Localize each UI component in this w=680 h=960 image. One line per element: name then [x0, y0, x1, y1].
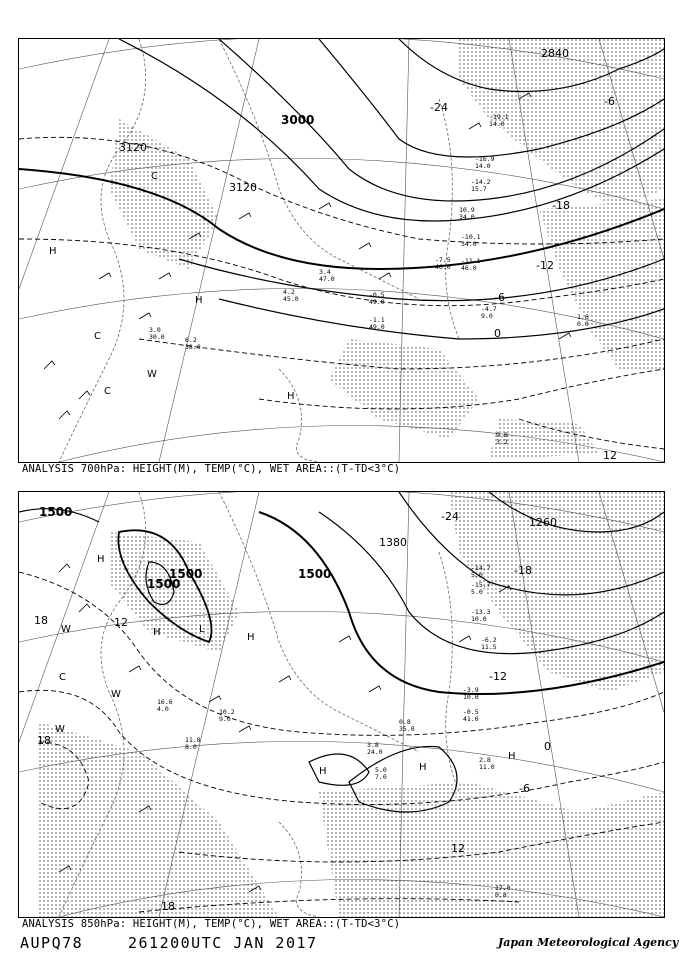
wet-area-shading [109, 39, 664, 459]
obs-dewpoint: 14.0 [475, 162, 491, 170]
obs-dewpoint: 49.0 [369, 323, 385, 331]
obs-temp: 3.0 [149, 326, 161, 334]
obs-dewpoint: 46.0 [435, 263, 451, 271]
temperature-label: 18 [161, 900, 175, 913]
obs-dewpoint: 47.0 [319, 275, 335, 283]
height-label: 1500 [169, 567, 203, 581]
map-700hpa-svg [19, 39, 664, 462]
obs-temp: -0.5 [463, 708, 479, 716]
obs-temp: -6.2 [481, 636, 497, 644]
chart-id: AUPQ78 [20, 934, 84, 952]
obs-temp: 3.8 [367, 741, 379, 749]
temperature-label: -12 [536, 259, 554, 272]
obs-temp: -16.9 [475, 155, 495, 163]
temperature-label: -18 [552, 199, 570, 212]
obs-dewpoint: 34.0 [461, 240, 477, 248]
obs-dewpoint: 15.7 [471, 185, 487, 193]
obs-dewpoint: 0.0 [577, 320, 589, 328]
warm-center: W [111, 689, 121, 700]
obs-dewpoint: 4.0 [157, 705, 169, 713]
height-label: 1260 [529, 516, 557, 529]
obs-dewpoint: 38.0 [185, 343, 201, 351]
warm-center: W [147, 369, 157, 380]
height-label: 3000 [281, 113, 315, 127]
obs-temp: 2.8 [479, 756, 491, 764]
obs-dewpoint: 11.0 [479, 763, 495, 771]
obs-temp: 6.2 [185, 336, 197, 344]
obs-dewpoint: 14.0 [489, 120, 505, 128]
obs-dewpoint: 10.0 [463, 693, 479, 701]
temperature-label: -6 [519, 782, 530, 795]
obs-temp: 4.2 [283, 288, 295, 296]
obs-dewpoint: 7.0 [375, 773, 387, 781]
temperature-label: -12 [489, 670, 507, 683]
high-pressure-center: H [97, 554, 105, 565]
obs-dewpoint: 34.0 [459, 213, 475, 221]
obs-temp: -11.1 [461, 257, 481, 265]
temperature-label: -6 [494, 291, 505, 304]
obs-temp: -0.5 [369, 291, 385, 299]
obs-dewpoint: 24.0 [367, 748, 383, 756]
high-pressure-center: H [319, 766, 327, 777]
low-pressure-center: L [199, 624, 205, 635]
height-label: 1500 [298, 567, 332, 581]
agency-name: Japan Meteorological Agency [498, 936, 679, 949]
obs-temp: 17.0 [495, 884, 511, 892]
temperature-label: 0 [544, 740, 551, 753]
temperature-label: -24 [430, 101, 448, 114]
map-panel-850hpa [18, 491, 665, 918]
obs-temp: -3.9 [463, 686, 479, 694]
obs-temp: 0.8 [399, 718, 411, 726]
obs-dewpoint: 46.0 [461, 264, 477, 272]
cold-center: C [94, 331, 101, 342]
obs-dewpoint: 9.0 [219, 715, 231, 723]
obs-dewpoint: 11.5 [481, 643, 497, 651]
cold-center: C [104, 386, 111, 397]
height-label: 3120 [229, 181, 257, 194]
obs-temp: 9.8 [496, 431, 508, 439]
temperature-label: 12 [603, 449, 617, 462]
high-pressure-center: H [508, 751, 516, 762]
high-pressure-center: H [195, 295, 203, 306]
obs-temp: 10.2 [219, 708, 235, 716]
high-pressure-center: H [419, 762, 427, 773]
map-850hpa-svg [19, 492, 664, 917]
obs-temp: -19.1 [489, 113, 509, 121]
temperature-label: -18 [514, 564, 532, 577]
height-label: 2840 [541, 47, 569, 60]
temperature-label: 12 [451, 842, 465, 855]
height-label: 1380 [379, 536, 407, 549]
high-pressure-center: H [49, 246, 57, 257]
cold-center: C [59, 672, 66, 683]
temperature-label: 18 [37, 734, 51, 747]
height-label: 1500 [147, 577, 181, 591]
temperature-label: 0 [494, 327, 501, 340]
warm-center: W [61, 624, 71, 635]
obs-temp: -14.2 [471, 178, 491, 186]
height-label: 3120 [119, 141, 147, 154]
temperature-label: -24 [441, 510, 459, 523]
temperature-label: -6 [604, 95, 615, 108]
obs-dewpoint: 3.2 [496, 438, 508, 446]
warm-center: W [55, 724, 65, 735]
obs-dewpoint: 45.0 [283, 295, 299, 303]
obs-dewpoint: 0.8 [495, 891, 507, 899]
obs-dewpoint: 10.0 [471, 615, 487, 623]
high-pressure-center: H [287, 391, 295, 402]
obs-dewpoint: 9.0 [481, 312, 493, 320]
obs-temp: -1.1 [369, 316, 385, 324]
obs-dewpoint: 5.0 [471, 571, 483, 579]
valid-time: 261200UTC JAN 2017 [128, 934, 318, 952]
obs-temp: 11.8 [185, 736, 201, 744]
temperature-label: 18 [34, 614, 48, 627]
panel-850-caption: ANALYSIS 850hPa: HEIGHT(M), TEMP(°C), WET AREA::(T-TD<3°C) [22, 918, 401, 930]
obs-dewpoint: 30.0 [149, 333, 165, 341]
obs-temp: 10.9 [459, 206, 475, 214]
map-panel-700hpa [18, 38, 665, 463]
obs-temp: -15.7 [471, 581, 491, 589]
obs-dewpoint: 41.0 [463, 715, 479, 723]
obs-temp: 16.6 [157, 698, 173, 706]
obs-temp: 1.6 [577, 313, 589, 321]
high-pressure-center: H [247, 632, 255, 643]
panel-700-caption: ANALYSIS 700hPa: HEIGHT(M), TEMP(°C), WET AREA::(T-TD<3°C) [22, 463, 401, 475]
high-pressure-center: H [153, 627, 161, 638]
obs-temp: -14.7 [471, 564, 491, 572]
obs-dewpoint: 49.0 [369, 298, 385, 306]
obs-temp: 3.4 [319, 268, 331, 276]
obs-temp: -10.1 [461, 233, 481, 241]
obs-dewpoint: 5.0 [471, 588, 483, 596]
cold-center: C [151, 171, 158, 182]
height-label: 1500 [39, 505, 73, 519]
wet-area-shading [39, 492, 664, 917]
obs-temp: 5.0 [375, 766, 387, 774]
obs-temp: -13.3 [471, 608, 491, 616]
obs-temp: -7.5 [435, 256, 451, 264]
obs-dewpoint: 8.0 [185, 743, 197, 751]
temperature-label: 12 [114, 616, 128, 629]
obs-dewpoint: 35.0 [399, 725, 415, 733]
obs-temp: -4.7 [481, 305, 497, 313]
